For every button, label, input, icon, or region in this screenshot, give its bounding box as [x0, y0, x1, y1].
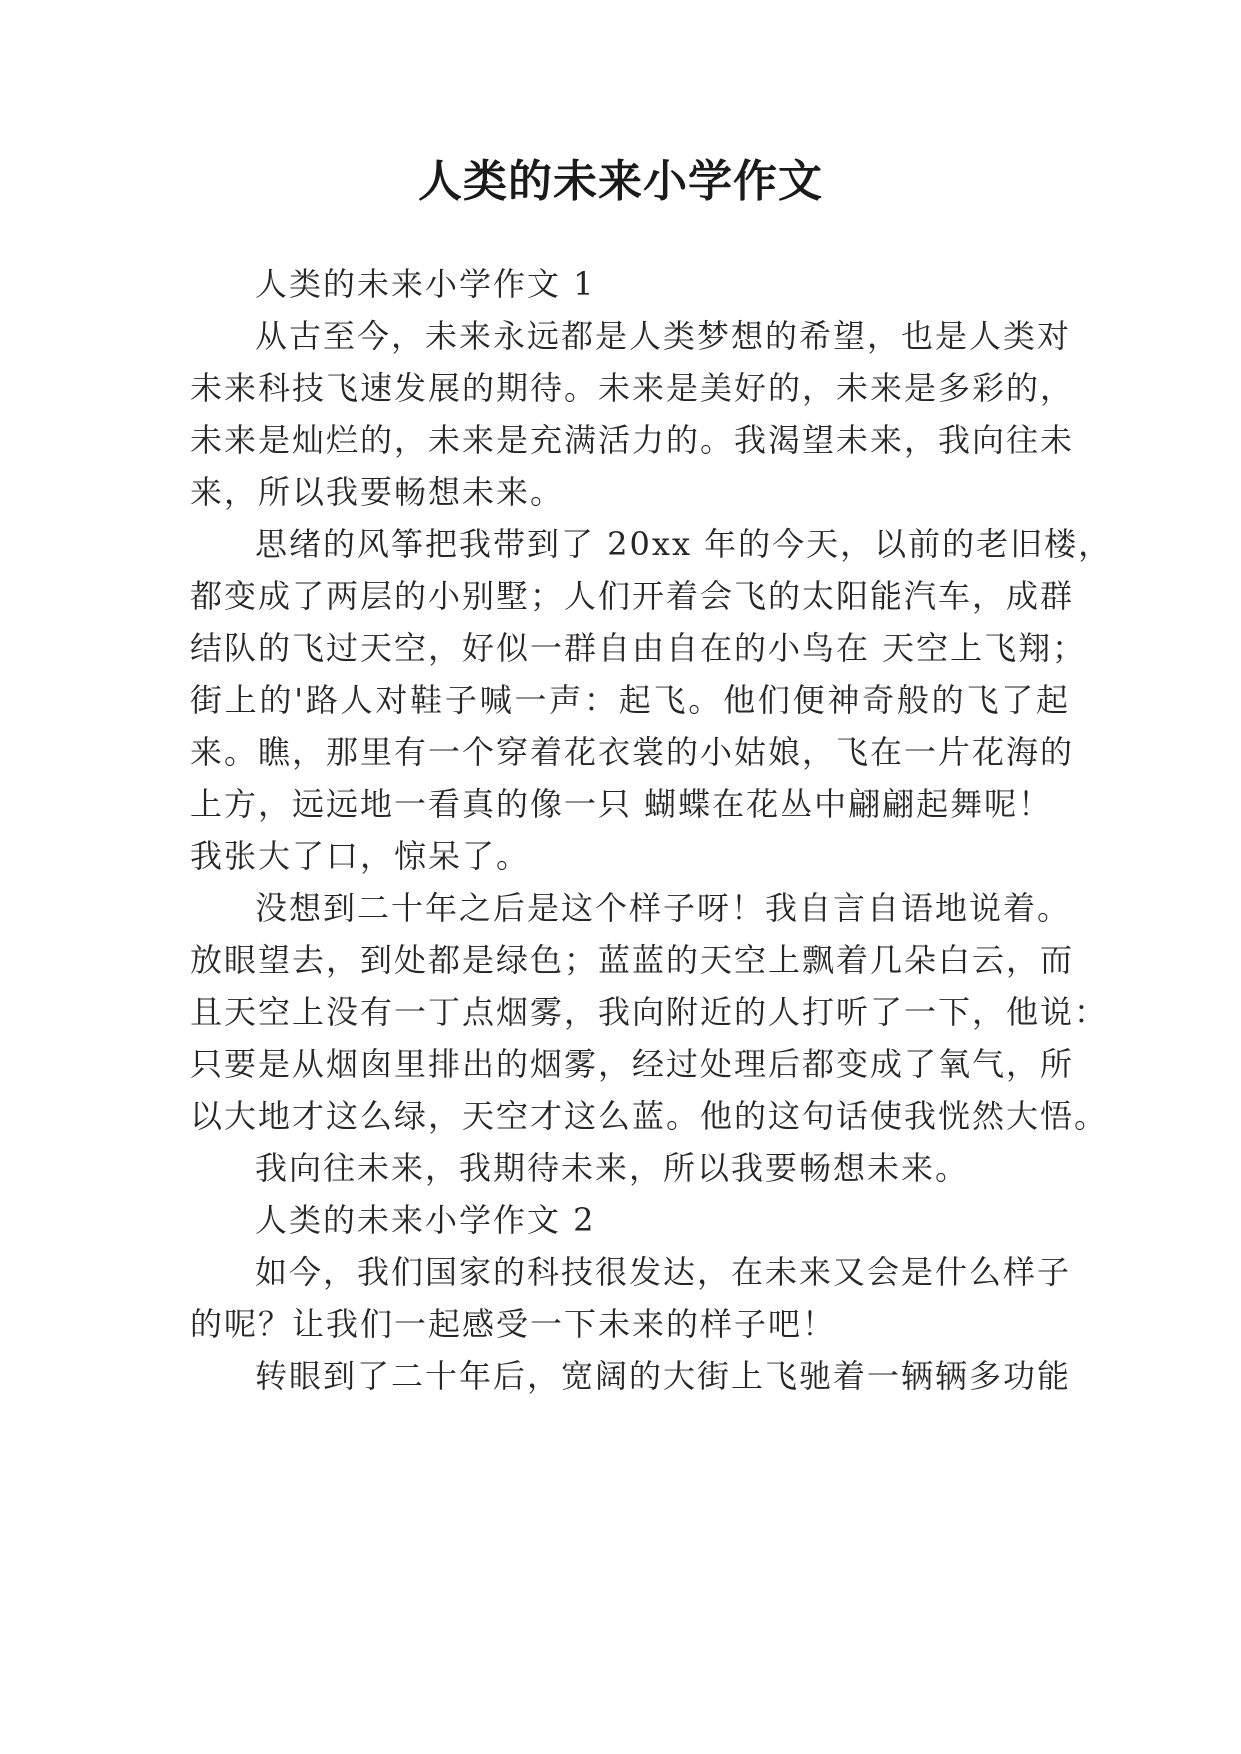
paragraph-line: 结队的飞过天空，好似一群自由自在的小鸟在 天空上飞翔； [190, 629, 1087, 667]
document-title: 人类的未来小学作文 [418, 156, 823, 207]
paragraph-line: 的呢？让我们一起感受一下未来的样子吧！ [190, 1305, 837, 1343]
paragraph-line: 未来科技飞速发展的期待。未来是美好的，未来是多彩的， [190, 369, 1075, 407]
paragraph-line: 以大地才这么绿，天空才这么蓝。他的这句话使我恍然大悟。 [190, 1097, 1109, 1135]
paragraph-line: 只要是从烟囱里排出的烟雾，经过处理后都变成了氧气，所 [190, 1045, 1075, 1083]
paragraph-line: 思绪的风筝把我带到了 20xx 年的今天，以前的老旧楼， [255, 525, 1113, 563]
paragraph-line: 且天空上没有一丁点烟雾，我向附近的人打听了一下，他说： [190, 993, 1109, 1031]
essay-heading-1: 人类的未来小学作文 1 [255, 265, 596, 303]
paragraph-line: 都变成了两层的小别墅；人们开着会飞的太阳能汽车，成群 [190, 577, 1075, 615]
paragraph-line: 转眼到了二十年后，宽阔的大街上飞驰着一辆辆多功能 [255, 1357, 1072, 1395]
paragraph-line: 未来是灿烂的，未来是充满活力的。我渴望未来，我向往未 [190, 421, 1075, 459]
paragraph-line: 来。瞧，那里有一个穿着花衣裳的小姑娘，飞在一片花海的 [190, 733, 1075, 771]
essay-heading-2: 人类的未来小学作文 2 [255, 1201, 596, 1239]
paragraph-line: 我张大了口，惊呆了。 [190, 837, 531, 875]
paragraph-line: 上方，远远地一看真的像一只 蝴蝶在花丛中翩翩起舞呢！ [190, 785, 1053, 823]
paragraph-line: 从古至今，未来永远都是人类梦想的希望，也是人类对 [255, 317, 1072, 355]
paragraph-line: 没想到二十年之后是这个样子呀！我自言自语地说着。 [255, 889, 1072, 927]
paragraph-line: 街上的'路人对鞋子喊一声：起飞。他们便神奇般的飞了起 [190, 681, 1070, 719]
paragraph-line: 我向往未来，我期待未来，所以我要畅想未来。 [255, 1149, 970, 1187]
paragraph-line: 放眼望去，到处都是绿色；蓝蓝的天空上飘着几朵白云，而 [190, 941, 1075, 979]
paragraph-line: 来，所以我要畅想未来。 [190, 473, 565, 511]
paragraph-line: 如今，我们国家的科技很发达，在未来又会是什么样子 [255, 1253, 1072, 1291]
